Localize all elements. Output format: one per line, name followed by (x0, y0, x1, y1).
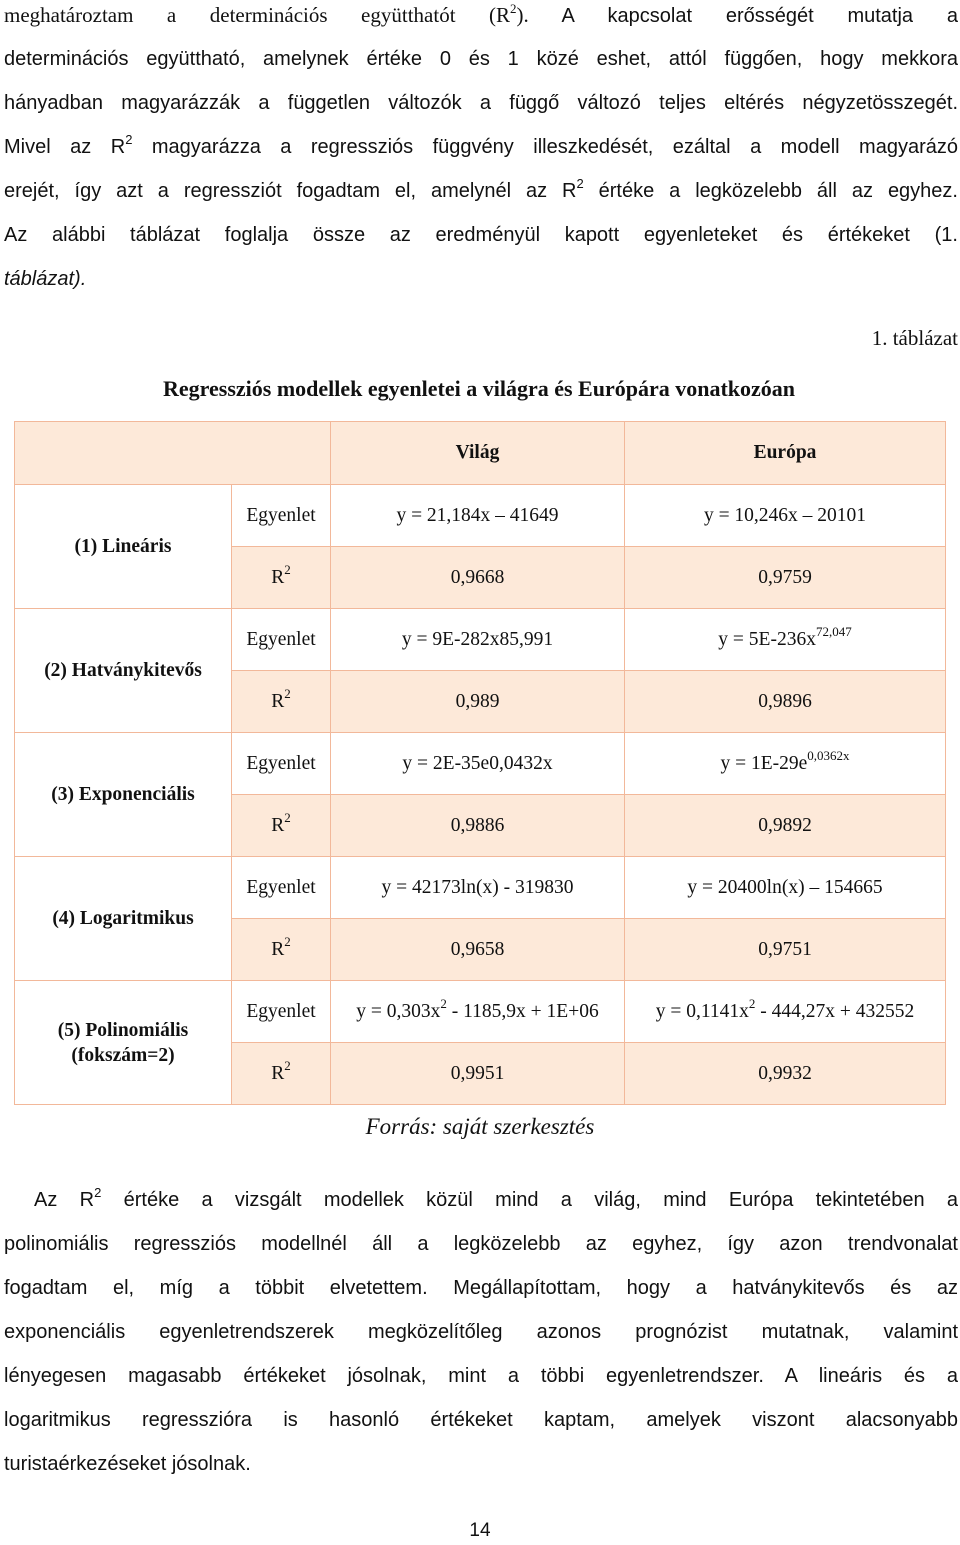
table-row (15, 609, 946, 671)
equation-world: y = 21,184x – 41649 (331, 485, 625, 547)
table-row (15, 981, 946, 1043)
table-title: Regressziós modellek egyenletei a világra és Európára vonatkozóan (162, 376, 796, 401)
model-name: (3) Exponenciális (15, 733, 232, 857)
r2-europe: 0,9932 (625, 1043, 946, 1105)
text-line: determinációs együttható, amelynek értéke 0 és 1 közé eshet, attól függően, hogy mekkora (4, 48, 958, 70)
header-world: Világ (331, 422, 625, 485)
text-line: hányadban magyarázzák a független változók a függő változó teljes eltérés négyzetösszegét. (4, 92, 958, 114)
equation-europe: $y = 0,1141x^2 - 444,27x + 432552$ (625, 981, 946, 1043)
equation-label: Egyenlet (232, 981, 331, 1043)
r2-world: 0,9658 (331, 919, 625, 981)
text-line: meghatároztam a determinációs együtthatót $(R^2)$. A kapcsolat erősségét mutatja a (4, 1, 958, 27)
text-line: fogadtam el, míg a többit elvetettem. Megállapítottam, hogy a hatványkitevős és az (4, 1277, 958, 1299)
text-line: Az alábbi táblázat foglalja össze az eredményül kapott egyenleteket és értékeket (1. (4, 224, 958, 246)
r2-world: 0,989 (331, 671, 625, 733)
equation-europe: y = 20400ln(x) – 154665 (625, 857, 946, 919)
table-header-row (15, 422, 946, 485)
equation-world: $y = 0,303x^2 - 1185,9x + 1E+06$ (331, 981, 625, 1043)
regression-table (14, 421, 946, 1105)
equation-world: y = 42173ln(x) - 319830 (331, 857, 625, 919)
table-row (15, 733, 946, 795)
text-line: polinomiális regressziós modellnél áll a legközelebb az egyhez, így azon trendvonalat (4, 1233, 958, 1255)
text-line: erejét, így azt a regressziót fogadtam el, amelynél az $R^2$ értéke a legközelebb áll az egyhez. (4, 176, 958, 202)
model-name: (4) Logaritmikus (15, 857, 232, 981)
r2-europe: 0,9759 (625, 547, 946, 609)
r2-europe: 0,9896 (625, 671, 946, 733)
equation-world: y = 2E-35e0,0432x (331, 733, 625, 795)
r2-label: $R^2$ (232, 795, 331, 857)
r2-world: 0,9951 (331, 1043, 625, 1105)
conclusion-paragraph (4, 1178, 958, 1486)
header-empty-cell (15, 422, 331, 485)
header-europe: Európa (625, 422, 946, 485)
equation-label: Egyenlet (232, 857, 331, 919)
r2-europe: 0,9892 (625, 795, 946, 857)
table-label: 1. táblázat (871, 326, 958, 350)
model-name: (1) Lineáris (15, 485, 232, 609)
table-row (15, 485, 946, 547)
text-line: lényegesen magasabb értékeket jósolnak, mint a többi egyenletrendszer. A lineáris és a (4, 1365, 958, 1387)
equation-europe: $y = 1E-29e^{0,0362x}$ (625, 733, 946, 795)
r2-world: 0,9886 (331, 795, 625, 857)
r2-label: $R^2$ (232, 1043, 331, 1105)
model-name: (2) Hatványkitevős (15, 609, 232, 733)
text-line: exponenciális egyenletrendszerek megközelítőleg azonos prognózist mutatnak, valamint (4, 1321, 958, 1343)
page-number: 14 (469, 1520, 491, 1541)
text-line: turistaérkezéseket jósolnak. (4, 1453, 251, 1475)
r2-label: $R^2$ (232, 919, 331, 981)
text-line: Az $R^2$ értéke a vizsgált modellek közül mind a világ, mind Európa tekintetében a (34, 1185, 958, 1211)
r2-label: $R^2$ (232, 547, 331, 609)
text-line: logaritmikus regresszióra is hasonló értékeket kaptam, amelyek viszont alacsonyabb (4, 1409, 958, 1431)
r2-world: 0,9668 (331, 547, 625, 609)
table-row (15, 857, 946, 919)
text-line: táblázat). (4, 268, 87, 290)
equation-label: Egyenlet (232, 485, 331, 547)
table-source: Forrás: saját szerkesztés (365, 1114, 595, 1139)
equation-world: y = 9E-282x85,991 (331, 609, 625, 671)
intro-paragraph (4, 0, 958, 301)
equation-europe: y = 10,246x – 20101 (625, 485, 946, 547)
equation-label: Egyenlet (232, 733, 331, 795)
equation-europe: $y = 5E-236x^{72,047}$ (625, 609, 946, 671)
r2-label: $R^2$ (232, 671, 331, 733)
r2-europe: 0,9751 (625, 919, 946, 981)
text-line: Mivel az $R^2$ magyarázza a regressziós függvény illeszkedését, ezáltal a modell magyarázó (4, 132, 958, 158)
equation-label: Egyenlet (232, 609, 331, 671)
model-name: (5) Polinomiális (fokszám=2) (15, 981, 232, 1105)
